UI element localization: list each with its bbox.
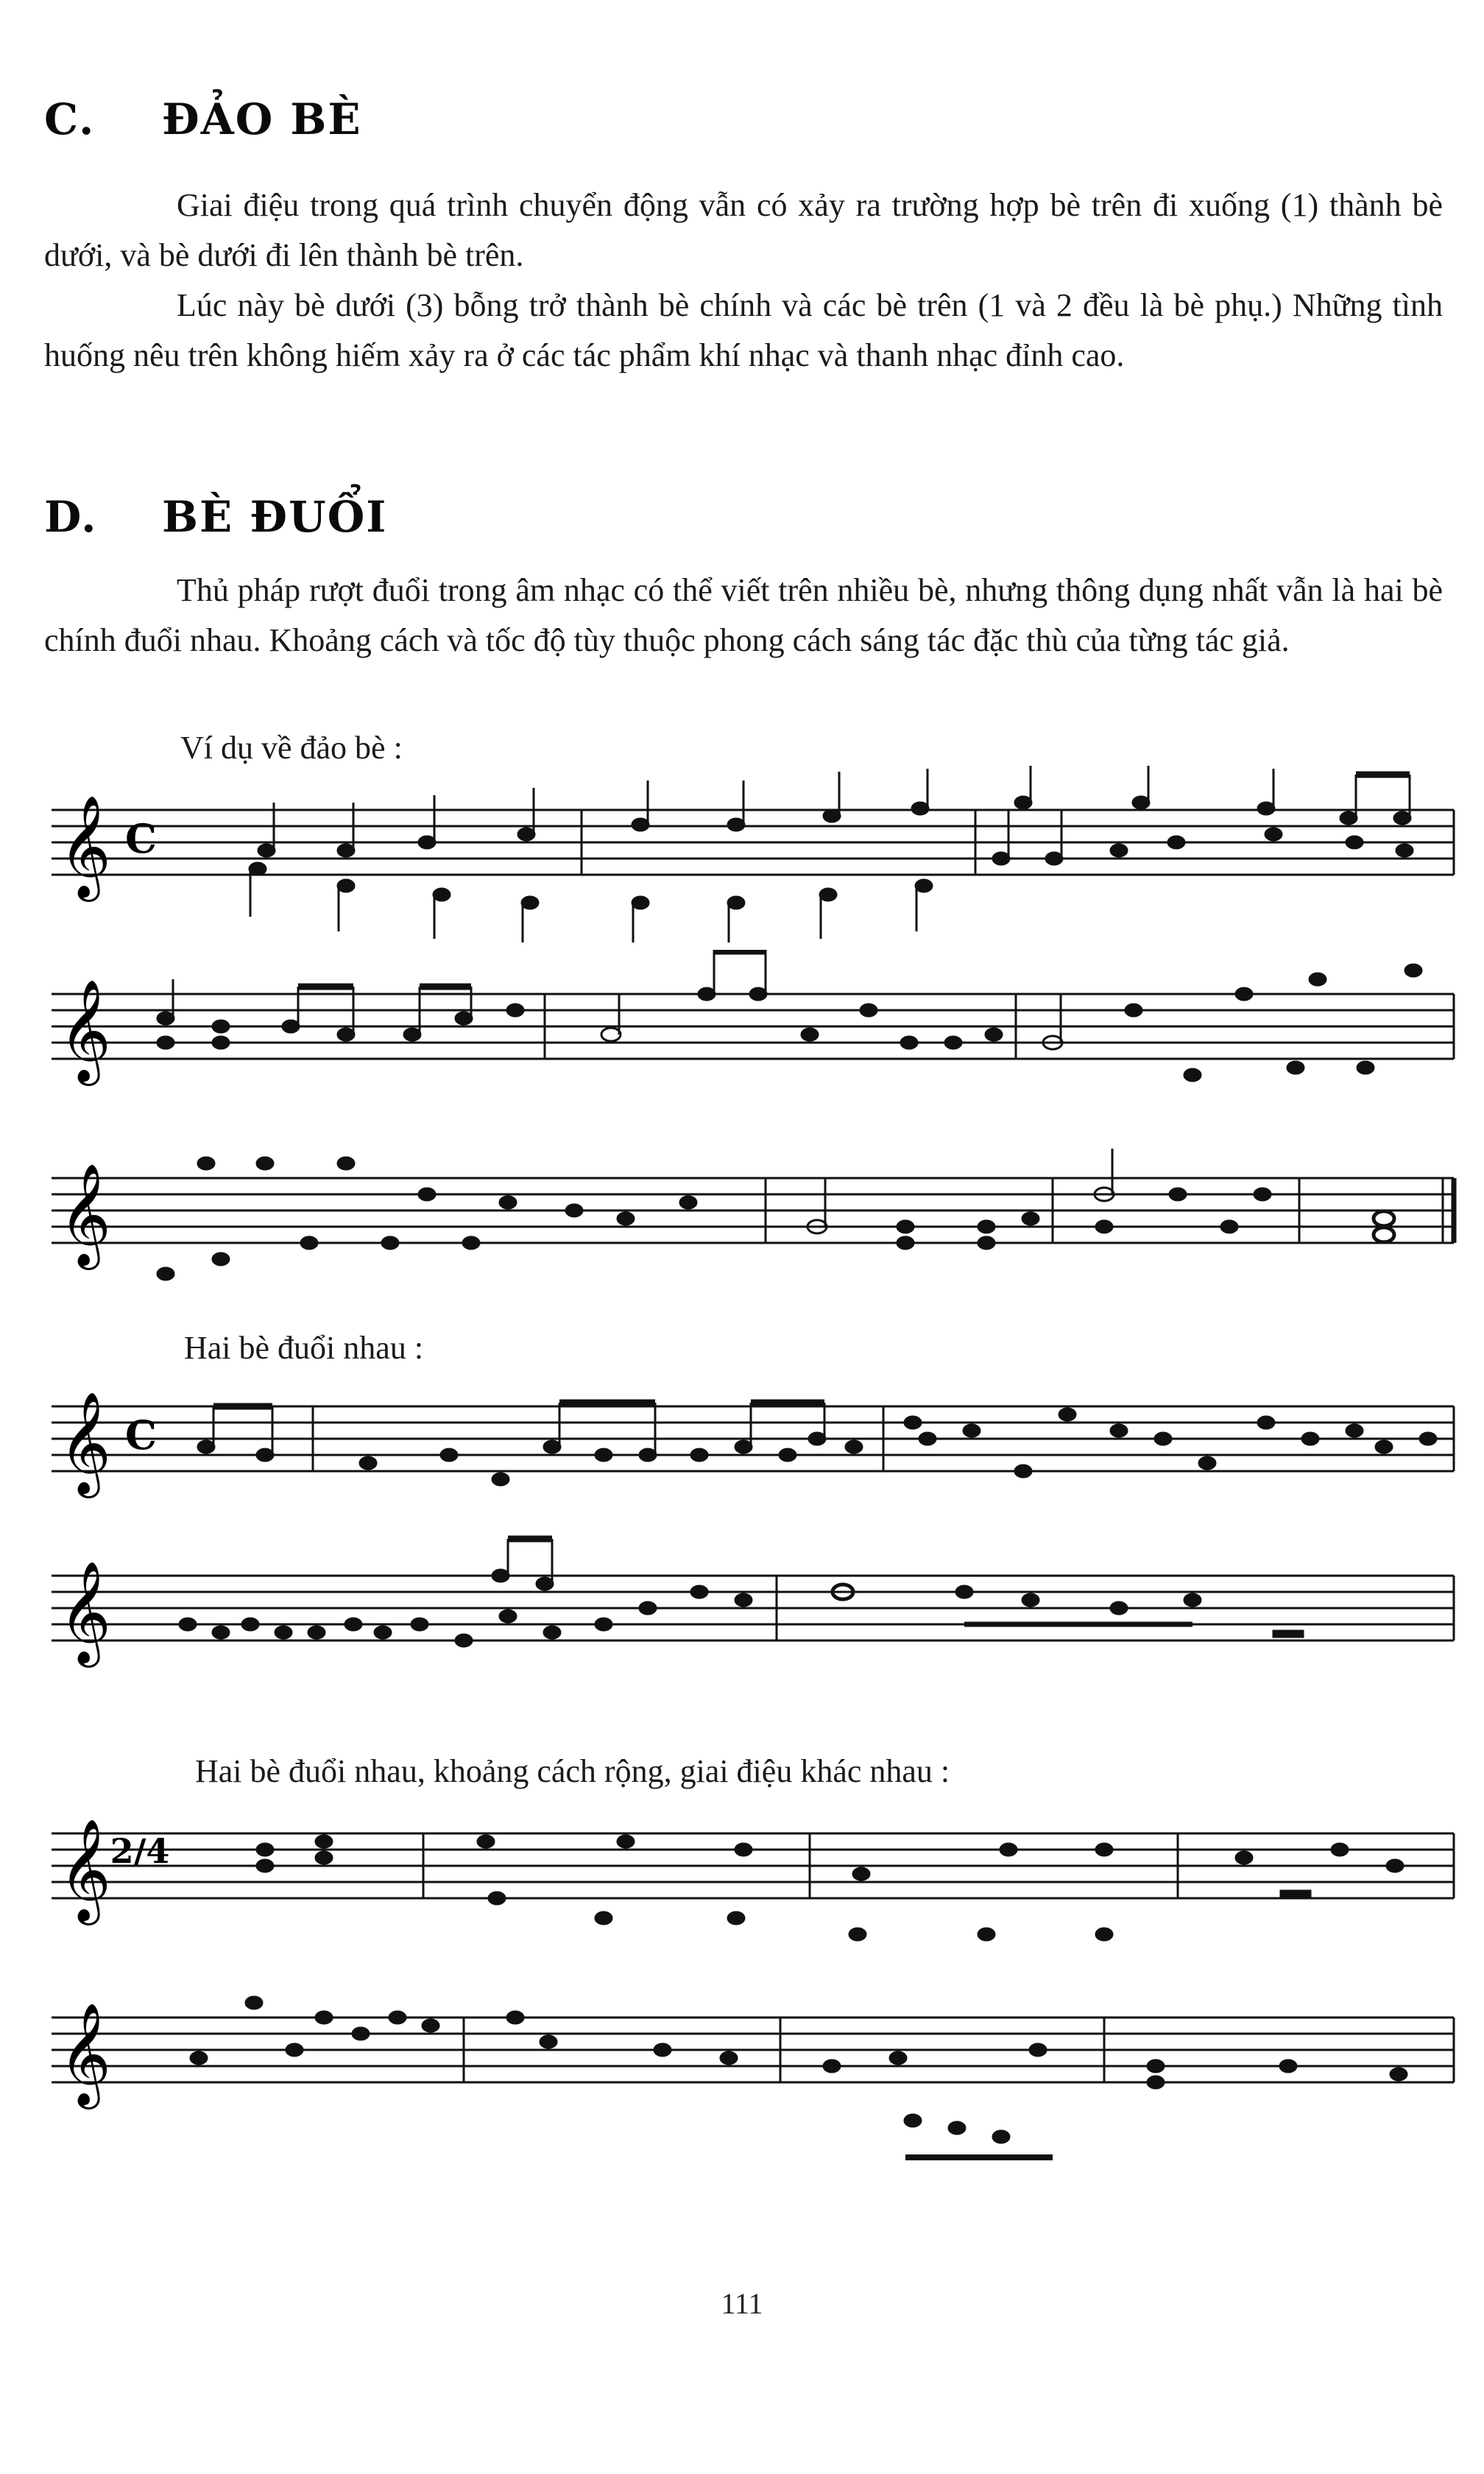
treble-clef-icon: 𝄞 bbox=[59, 1819, 111, 1921]
section-c-paragraph-1: Giai điệu trong quá trình chuyển động vẫn có xảy ra trường hợp bè trên đi xuống (1) thành bè dưới, và bè dưới đi lên thành bè trên. bbox=[44, 187, 1443, 273]
staff-lines bbox=[52, 994, 1454, 1059]
example-2-staff-1 bbox=[0, 1362, 1484, 1532]
example-3-staff-1 bbox=[0, 1789, 1484, 1966]
notes bbox=[198, 1403, 1436, 1485]
section-c-letter: C. bbox=[44, 94, 96, 144]
section-c-heading bbox=[44, 94, 362, 144]
time-signature: 2/4 bbox=[110, 1831, 170, 1871]
section-d-heading bbox=[44, 492, 387, 542]
section-d-letter: D. bbox=[44, 492, 98, 542]
example-1-staff-1 bbox=[0, 766, 1484, 942]
section-d-paragraph-1: Thủ pháp rượt đuổi trong âm nhạc có thể viết trên nhiều bè, nhưng thông dụng nhất vẫn là hai bè chính đuổi nhau. Khoảng cách và tốc độ tùy thuộc phong cách sáng tác đặc thù của từng tác giả. bbox=[44, 572, 1443, 658]
section-c-body bbox=[44, 180, 1443, 381]
time-signature: C bbox=[125, 1412, 157, 1459]
notes bbox=[158, 1149, 1394, 1280]
treble-clef-icon: 𝄞 bbox=[59, 1561, 111, 1663]
treble-clef-icon: 𝄞 bbox=[59, 2003, 111, 2105]
staff-lines bbox=[52, 1576, 1454, 1640]
treble-clef-icon: 𝄞 bbox=[59, 1163, 111, 1266]
notes bbox=[158, 950, 1421, 1081]
example-2-label: Hai bè đuổi nhau : bbox=[184, 1330, 424, 1366]
notes bbox=[191, 1997, 1407, 2157]
section-d-title: BÈ ĐUỔI bbox=[162, 492, 388, 542]
staff-lines bbox=[52, 2017, 1454, 2082]
notes bbox=[257, 1836, 1403, 1940]
example-1-staff-2 bbox=[0, 950, 1484, 1127]
example-3-label: Hai bè đuổi nhau, khoảng cách rộng, giai điệu khác nhau : bbox=[195, 1753, 950, 1789]
treble-clef-icon: 𝄞 bbox=[59, 1392, 111, 1494]
time-signature: C bbox=[125, 815, 157, 862]
treble-clef-icon: 𝄞 bbox=[59, 979, 111, 1082]
example-1-staff-3 bbox=[0, 1134, 1484, 1311]
example-3-staff-2 bbox=[0, 1973, 1484, 2179]
example-1-label: Ví dụ về đảo bè : bbox=[180, 730, 403, 766]
section-c-title: ĐẢO BÈ bbox=[162, 94, 362, 144]
treble-clef-icon: 𝄞 bbox=[59, 795, 111, 898]
section-c-paragraph-2: Lúc này bè dưới (3) bỗng trở thành bè chính và các bè trên (1 và 2 đều là bè phụ.) Những tình huống nêu trên không hiếm xảy ra ở các tác phẩm khí nhạc và thanh nhạc đỉnh cao. bbox=[44, 287, 1443, 373]
notes bbox=[250, 766, 1413, 942]
page-number: 111 bbox=[721, 2287, 763, 2320]
section-d-body bbox=[44, 565, 1443, 666]
example-2-staff-2 bbox=[0, 1532, 1484, 1701]
staff-lines bbox=[52, 1178, 1454, 1243]
